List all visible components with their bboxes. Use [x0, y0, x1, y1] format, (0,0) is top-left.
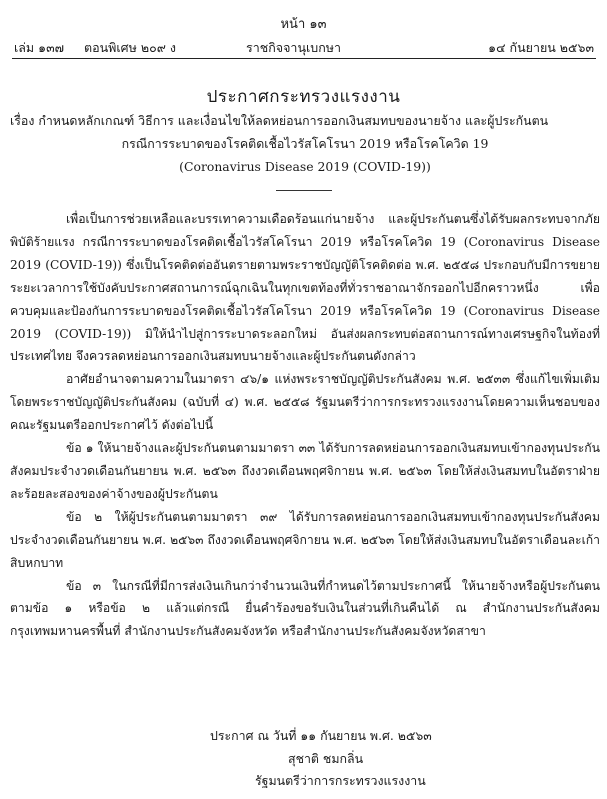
gazette-volume: เล่ม ๑๓๗	[14, 40, 65, 55]
page-number: หน้า ๑๓	[280, 17, 327, 32]
gazette-publication: ราชกิจจานุเบกษา	[246, 40, 342, 55]
announcement-subject	[10, 109, 600, 178]
subject-line: กรณีการระบาดของโรคติดเชื้อไวรัสโคโรนา 2019 หรือโรคโควิด 19	[121, 136, 489, 151]
subject-line: (Coronavirus Disease 2019 (COVID-19))	[179, 159, 431, 174]
body-paragraph: ข้อ ๓ ในกรณีที่มีการส่งเงินเกินกว่าจำนวนเงินที่กำหนดไว้ตามประกาศนี้ ให้นายจ้างหรือผู้ประกันตนตามข้อ ๑ หรือข้อ ๒ แล้วแต่กรณี ยื่นคำร้องขอรับเงินในส่วนที่เกินคืนได้ ณ สำนักงานประกันสังคมกรุงเทพมหานครพื้นที่ สำนักงานประกันสังคมจังหวัด หรือสำนักงานประกันสังคมจังหวัดสาขา	[10, 578, 600, 639]
body-paragraph: อาศัยอำนาจตามความในมาตรา ๔๖/๑ แห่งพระราชบัญญัติประกันสังคม พ.ศ. ๒๕๓๓ ซึ่งแก้ไขเพิ่มเติมโดยพระราชบัญญัติประกันสังคม (ฉบับที่ ๔) พ.ศ. ๒๕๕๘ รัฐมนตรีว่าการกระทรวงแรงงานโดยความเห็นชอบของคณะรัฐมนตรีออกประกาศไว้ ดังต่อไปนี้	[10, 372, 600, 433]
announcement-body	[10, 208, 600, 643]
gazette-section: ตอนพิเศษ ๒๐๙ ง	[84, 40, 176, 55]
body-paragraph: ข้อ ๒ ให้ผู้ประกันตนตามมาตรา ๓๙ ได้รับการลดหย่อนการออกเงินสมทบเข้ากองทุนประกันสังคมประจำงวดเดือนกันยายน พ.ศ. ๒๕๖๓ ถึงงวดเดือนพฤศจิกายน พ.ศ. ๒๕๖๓ โดยให้ส่งเงินสมทบในอัตราเดือนละเก้าสิบหกบาท	[10, 509, 600, 570]
signature-date: ประกาศ ณ วันที่ ๑๑ กันยายน พ.ศ. ๒๕๖๓	[210, 728, 432, 743]
gazette-header	[14, 38, 594, 56]
announcement-title: ประกาศกระทรวงแรงงาน	[206, 87, 401, 107]
signatory-name: สุชาติ ชมกลิ่น	[288, 750, 364, 766]
body-paragraph: เพื่อเป็นการช่วยเหลือและบรรเทาความเดือดร้อนแก่นายจ้าง และผู้ประกันตนซึ่งได้รับผลกระทบจากภัยพิบัติร้ายแรง กรณีการระบาดของโรคติดเชื้อไวรัสโคโรนา 2019 หรือโรคโควิด 19 (Coronavirus Disease 2019 (COVID-19)) ซึ่งเป็นโรคติดต่ออันตรายตามพระราชบัญญัติโรคติดต่อ พ.ศ. ๒๕๕๘ ประกอบกับมีการขยายระยะเวลาการใช้บังคับประกาศสถานการณ์ฉุกเฉินในทุกเขตท้องที่ทั่วราชอาณาจักรออกไปอีกคราวหนึ่ง เพื่อควบคุมและป้องกันการระบาดของโรคติดเชื้อไวรัสโคโรนา 2019 หรือโรคโควิด 19 (Coronavirus Disease 2019 (COVID-19)) มิให้นำไปสู่การระบาดระลอกใหม่ อันส่งผลกระทบต่อสถานการณ์ทางเศรษฐกิจในท้องที่ประเทศไทย จึงควรลดหย่อนการออกเงินสมทบนายจ้างและผู้ประกันตนดังกล่าว	[10, 212, 600, 364]
header-rule	[12, 58, 596, 59]
title-separator	[276, 190, 332, 191]
signatory-position: รัฐมนตรีว่าการกระทรวงแรงงาน	[255, 773, 426, 788]
subject-line: เรื่อง กำหนดหลักเกณฑ์ วิธีการ และเงื่อนไขให้ลดหย่อนการออกเงินสมทบของนายจ้าง และผู้ประกันตน	[10, 113, 549, 128]
signature-block	[210, 725, 530, 793]
gazette-date: ๑๔ กันยายน ๒๕๖๓	[488, 40, 594, 55]
body-paragraph: ข้อ ๑ ให้นายจ้างและผู้ประกันตนตามมาตรา ๓๓ ได้รับการลดหย่อนการออกเงินสมทบเข้ากองทุนประกันสังคมประจำงวดเดือนกันยายน พ.ศ. ๒๕๖๓ ถึงงวดเดือนพฤศจิกายน พ.ศ. ๒๕๖๓ โดยให้ส่งเงินสมทบในอัตราฝ่ายละร้อยละสองของค่าจ้างของผู้ประกันตน	[10, 441, 600, 501]
